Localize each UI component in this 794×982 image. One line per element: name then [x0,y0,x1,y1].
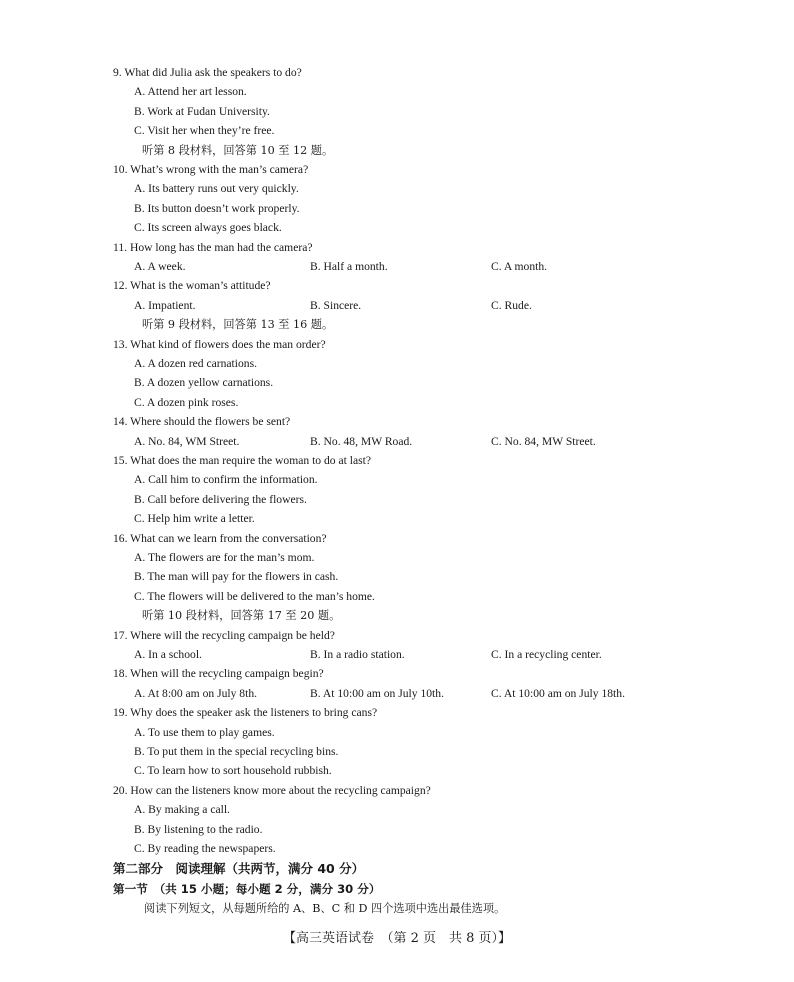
option-q14-a: A. No. 84, WM Street. [134,434,240,448]
question-stem-q9: 9. What did Julia ask the speakers to do? [113,66,302,79]
option-q18-c: C. At 10:00 am on July 18th. [491,686,625,700]
question-stem-q19: 19. Why does the speaker ask the listeners to bring cans? [113,706,378,720]
option-q18-a: A. At 8:00 am on July 8th. [134,686,258,700]
option-q17-a: A. In a school. [134,648,202,661]
question-stem-q12: 12. What is the woman’s attitude? [113,279,271,293]
option-q15-b: B. Call before delivering the flowers. [134,492,307,506]
option-q20-a: A. By making a call. [134,803,230,817]
option-q10-b: B. Its button doesn’t work properly. [134,201,300,215]
page-footer: 【高三英语试卷 （第 2 页 共 8 页）】 [282,931,512,946]
option-q16-a: A. The flowers are for the man’s mom. [134,551,315,564]
question-stem-q11: 11. How long has the man had the camera? [113,240,313,254]
option-q17-b: B. In a radio station. [310,648,405,661]
option-q9-a: A. Attend her art lesson. [134,85,247,99]
option-q12-b: B. Sincere. [310,298,362,312]
question-stem-q13: 13. What kind of flowers does the man order? [113,337,326,351]
option-q20-b: B. By listening to the radio. [134,822,263,836]
option-q10-a: A. Its battery runs out very quickly. [134,182,299,196]
question-stem-q10: 10. What’s wrong with the man’s camera? [113,163,309,176]
section-instruction: 听第 10 段材料，回答第 17 至 20 题。 [142,609,341,623]
question-stem-q17: 17. Where will the recycling campaign be held? [113,628,335,642]
section-instruction: 听第 8 段材料，回答第 10 至 12 题。 [142,143,334,157]
option-q11-a: A. A week. [134,260,186,273]
option-q16-b: B. The man will pay for the flowers in cash. [134,570,339,584]
option-q13-b: B. A dozen yellow carnations. [134,376,274,390]
option-q14-c: C. No. 84, MW Street. [491,434,596,448]
question-stem-q15: 15. What does the man require the woman to do at last? [113,454,371,467]
question-stem-q16: 16. What can we learn from the conversation? [113,531,327,545]
option-q19-b: B. To put them in the special recycling bins. [134,745,339,758]
option-q11-b: B. Half a month. [310,260,388,273]
option-q19-a: A. To use them to play games. [134,725,275,739]
option-q14-b: B. No. 48, MW Road. [310,434,413,448]
option-q10-c: C. Its screen always goes black. [134,221,282,235]
section-instruction: 听第 9 段材料，回答第 13 至 16 题。 [142,318,334,332]
option-q12-a: A. Impatient. [134,298,196,312]
option-q12-c: C. Rude. [491,298,532,312]
question-stem-q20: 20. How can the listeners know more about the recycling campaign? [113,783,431,797]
option-q13-a: A. A dozen red carnations. [134,357,257,370]
option-q18-b: B. At 10:00 am on July 10th. [310,686,444,700]
option-q17-c: C. In a recycling center. [491,648,602,661]
option-q16-c: C. The flowers will be delivered to the man’s home. [134,589,375,603]
option-q19-c: C. To learn how to sort household rubbish. [134,764,332,778]
option-q15-a: A. Call him to confirm the information. [134,473,318,487]
option-q13-c: C. A dozen pink roses. [134,395,239,409]
section1-heading: 第一节 （共 15 小题；每小题 2 分，满分 30 分） [113,882,381,896]
option-q15-c: C. Help him write a letter. [134,512,255,526]
option-q20-c: C. By reading the newspapers. [134,842,276,855]
option-q9-b: B. Work at Fudan University. [134,104,270,118]
option-q11-c: C. A month. [491,260,548,273]
question-stem-q18: 18. When will the recycling campaign begin? [113,667,324,681]
question-stem-q14: 14. Where should the flowers be sent? [113,415,291,429]
option-q9-c: C. Visit her when they’re free. [134,124,275,138]
part2-heading: 第二部分 阅读理解（共两节，满分 40 分） [113,861,365,876]
reading-instruction: 阅读下列短文，从每题所给的 A、B、C 和 D 四个选项中选出最佳选项。 [144,902,506,915]
